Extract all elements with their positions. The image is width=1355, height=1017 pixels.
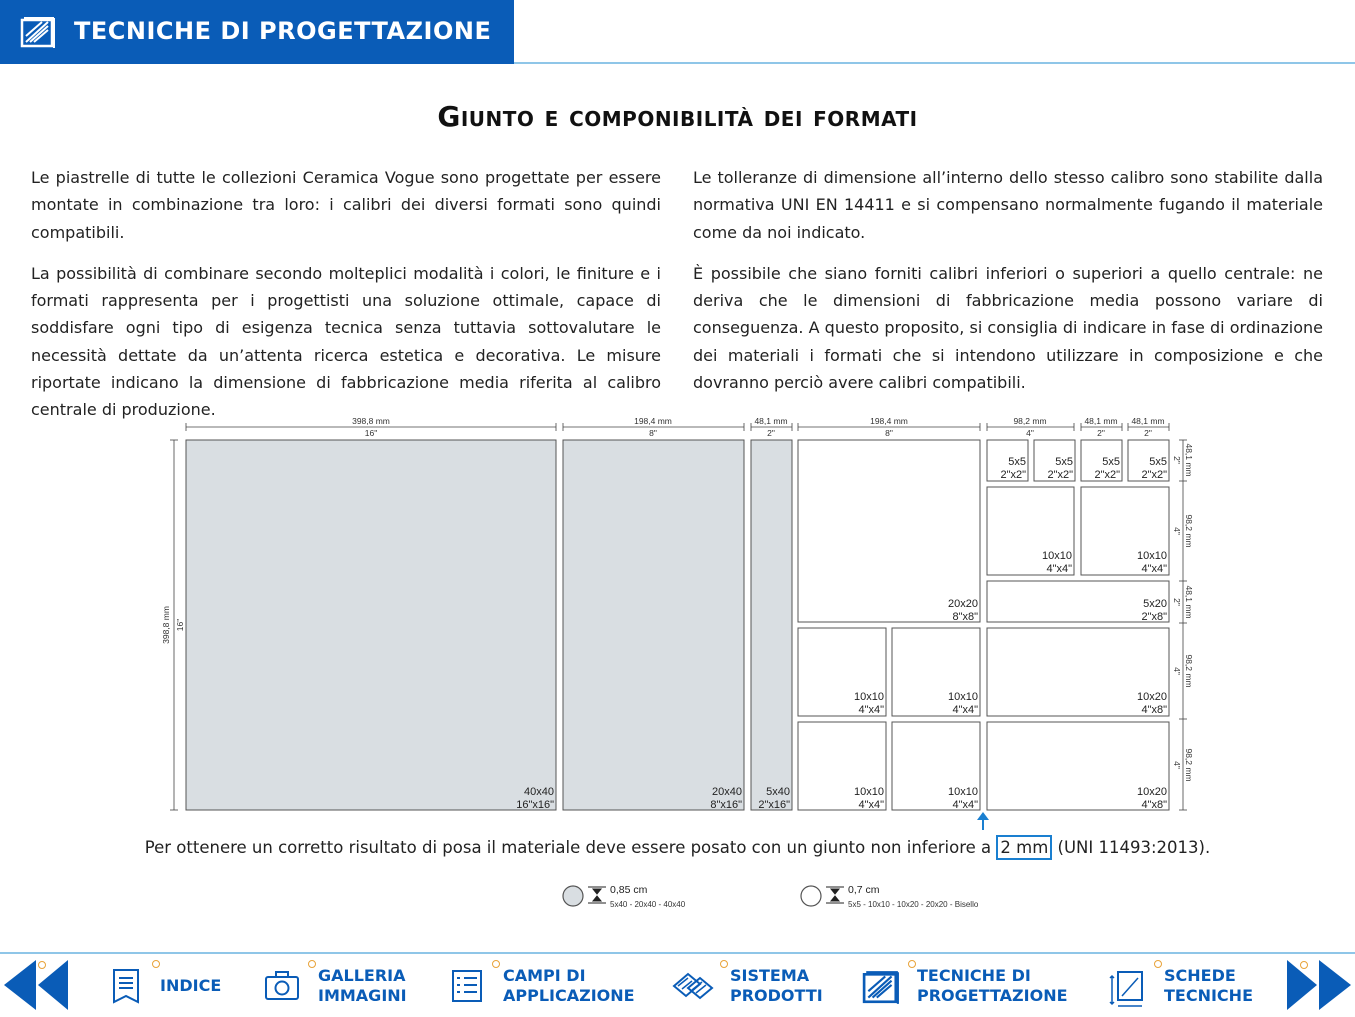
sheet-icon	[1108, 968, 1148, 1008]
tile-5x40	[751, 440, 792, 810]
dim-label: 4"	[1172, 527, 1182, 535]
dim-label: 2"	[1097, 428, 1105, 438]
header-divider	[514, 62, 1355, 64]
nav-galleria-immagini[interactable]	[264, 962, 424, 1012]
nav-schede-tecniche[interactable]	[1108, 962, 1258, 1012]
dim-label: 98,2 mm	[1184, 514, 1194, 548]
dim-label: 198,4 mm	[634, 416, 672, 426]
dim-label: 16"	[364, 428, 378, 438]
nav-label: SISTEMA PRODOTTI	[730, 966, 823, 1005]
nav-label: GALLERIA IMMAGINI	[318, 966, 407, 1005]
joint-marker-icon	[588, 887, 606, 903]
dim-label: 98,2 mm	[1013, 416, 1047, 426]
tiles	[186, 440, 1169, 810]
dim-label: 2"	[1172, 456, 1182, 464]
camera-icon	[264, 970, 300, 1002]
list-icon	[450, 968, 484, 1004]
tile-label: 10x10	[948, 786, 978, 798]
dim-label: 98,2 mm	[1184, 654, 1194, 688]
nav-indice[interactable]	[110, 962, 230, 1012]
tile-label: 2"x2"	[1000, 469, 1026, 481]
tile-label: 4"x4"	[952, 704, 978, 716]
dim-label: 4"	[1026, 428, 1034, 438]
tile-label: 4"x8"	[1141, 704, 1167, 716]
link-dot-icon	[720, 960, 728, 968]
tile-label: 10x10	[948, 691, 978, 703]
dim-label: 2"	[1172, 598, 1182, 606]
link-dot-icon	[152, 960, 160, 968]
dim-label: 2"	[1144, 428, 1152, 438]
dim-label: 4"	[1172, 761, 1182, 769]
footer-divider	[0, 952, 1355, 954]
paragraph: Le piastrelle di tutte le collezioni Ceramica Vogue sono progettate per essere montate in combinazione tra loro: i calibri dei diversi formati sono quindi compatibili.	[31, 168, 661, 242]
dim-label: 98,2 mm	[1184, 748, 1194, 782]
link-dot-icon	[38, 961, 46, 969]
tile-label: 8"x8"	[952, 611, 978, 623]
link-dot-icon	[1154, 960, 1162, 968]
tile-40x40	[186, 440, 556, 810]
tile-label: 2"x2"	[1047, 469, 1073, 481]
dim-label: 48,1 mm	[1131, 416, 1165, 426]
left-column	[31, 164, 661, 438]
nav-label: TECNICHE DI PROGETTAZIONE	[917, 966, 1068, 1005]
dim-label: 398,8 mm	[161, 606, 171, 644]
right-column	[693, 164, 1323, 410]
previous-page-button[interactable]	[2, 958, 70, 1012]
paragraph: La possibilità di combinare secondo molteplici modalità i colori, le finiture e i formati rappresenta per i progettisti una soluzione ottimale, capace di soddisfare ogni tipo di esigenza tecnica senza tuttavia sottovalutare le necessità dettate da un’attenta ricerca estetica e decorativa. Le misure riportate indicano la dimensione di fabbricazione media riferita al calibro centrale di produzione.	[31, 263, 661, 420]
tile-20x40	[563, 440, 744, 810]
note-text: Per ottenere un corretto risultato di posa il materiale deve essere posato con un giunto non inferiore a	[144, 838, 992, 857]
tile-label: 10x10	[854, 786, 884, 798]
tile-label: 4"x4"	[858, 704, 884, 716]
tile-label: 5x5	[1149, 456, 1167, 468]
dim-label: 4"	[1172, 667, 1182, 675]
tile-label: 10x10	[1042, 550, 1072, 562]
joint-formats: 5x5 - 10x10 - 10x20 - 20x20 - Bisello	[848, 900, 979, 909]
tile-label: 5x5	[1008, 456, 1026, 468]
joint-formats: 5x40 - 20x40 - 40x40	[610, 900, 686, 909]
tile-label: 5x20	[1143, 598, 1167, 610]
link-dot-icon	[1300, 961, 1308, 969]
design-icon	[20, 14, 56, 50]
tile-20x20	[798, 440, 980, 622]
tile-label: 8"x16"	[710, 799, 742, 811]
tile-label: 4"x4"	[952, 799, 978, 811]
joint-circle-icon	[563, 886, 583, 906]
joint-note	[0, 838, 1355, 857]
tile-label: 2"x8"	[1141, 611, 1167, 623]
tile-label: 5x5	[1055, 456, 1073, 468]
tile-label: 10x20	[1137, 786, 1167, 798]
tiles-icon	[670, 968, 716, 1004]
link-dot-icon	[492, 960, 500, 968]
tile-label: 5x5	[1102, 456, 1120, 468]
joint-highlight: 2 mm	[996, 835, 1052, 860]
tile-label: 5x40	[766, 786, 790, 798]
chevron-left-icon	[4, 960, 36, 1010]
design-icon	[862, 968, 900, 1006]
joint-arrow-icon	[977, 812, 989, 830]
dim-label: 398,8 mm	[352, 416, 390, 426]
dim-label: 16"	[175, 618, 185, 632]
nav-label: SCHEDE TECNICHE	[1164, 966, 1253, 1005]
page-title: Giunto e componibilità dei formati	[437, 100, 918, 133]
tile-label: 2"x2"	[1141, 469, 1167, 481]
tile-label: 4"x4"	[1141, 563, 1167, 575]
chevron-right-icon	[1319, 960, 1351, 1010]
tile-label: 16"x16"	[516, 799, 554, 811]
dim-label: 48,1 mm	[754, 416, 788, 426]
dim-label: 8"	[885, 428, 893, 438]
tile-label: 2"x2"	[1094, 469, 1120, 481]
left-dimension-labels	[161, 606, 185, 644]
tile-label: 10x10	[1137, 550, 1167, 562]
joint-circle-icon	[801, 886, 821, 906]
paragraph: È possibile che siano forniti calibri inferiori o superiori a quello centrale: ne deriva che le dimensioni di fabbricazione media possono variare di conseguenza. A questo proposito, si consiglia di indicare in fase di ordinazione dei materiali i formati che si intendono utilizzare in composizione e che dovranno perciò avere calibri compatibili.	[693, 263, 1323, 393]
dim-label: 8"	[649, 428, 657, 438]
nav-campi-di-applicazione[interactable]	[450, 962, 640, 1012]
tile-label: 4"x4"	[858, 799, 884, 811]
link-dot-icon	[908, 960, 916, 968]
tile-label: 10x10	[854, 691, 884, 703]
note-text: (UNI 11493:2013).	[1057, 838, 1211, 857]
dim-label: 48,1 mm	[1084, 416, 1118, 426]
header-title: TECNICHE DI PROGETTAZIONE	[74, 17, 492, 45]
dim-label: 2"	[767, 428, 775, 438]
nav-label: INDICE	[160, 976, 222, 995]
nav-sistema-prodotti[interactable]	[670, 962, 830, 1012]
index-icon	[110, 968, 142, 1004]
dim-label: 198,4 mm	[870, 416, 908, 426]
joint-size: 0,85 cm	[610, 884, 648, 896]
tile-label: 10x20	[1137, 691, 1167, 703]
dim-label: 48,1 mm	[1184, 443, 1194, 477]
tile-label: 40x40	[524, 786, 554, 798]
tile-label: 4"x8"	[1141, 799, 1167, 811]
tile-label: 2"x16"	[758, 799, 790, 811]
tile-label: 4"x4"	[1046, 563, 1072, 575]
tile-composition-diagram	[150, 410, 1210, 830]
nav-tecniche-di-progettazione[interactable]	[862, 962, 1072, 1012]
nav-label: CAMPI DI APPLICAZIONE	[503, 966, 635, 1005]
paragraph: Le tolleranze di dimensione all’interno dello stesso calibro sono stabilite dalla normativa UNI EN 14411 e si compensano normalmente fugando il materiale come da noi indicato.	[693, 168, 1323, 242]
next-page-button[interactable]	[1285, 958, 1353, 1012]
joint-legend-2	[798, 880, 1058, 914]
link-dot-icon	[308, 960, 316, 968]
joint-marker-icon	[826, 887, 844, 903]
tile-label: 20x20	[948, 598, 978, 610]
dim-label: 48,1 mm	[1184, 585, 1194, 619]
joint-size: 0,7 cm	[848, 884, 880, 896]
tile-label: 20x40	[712, 786, 742, 798]
joint-legend-1	[560, 880, 760, 914]
